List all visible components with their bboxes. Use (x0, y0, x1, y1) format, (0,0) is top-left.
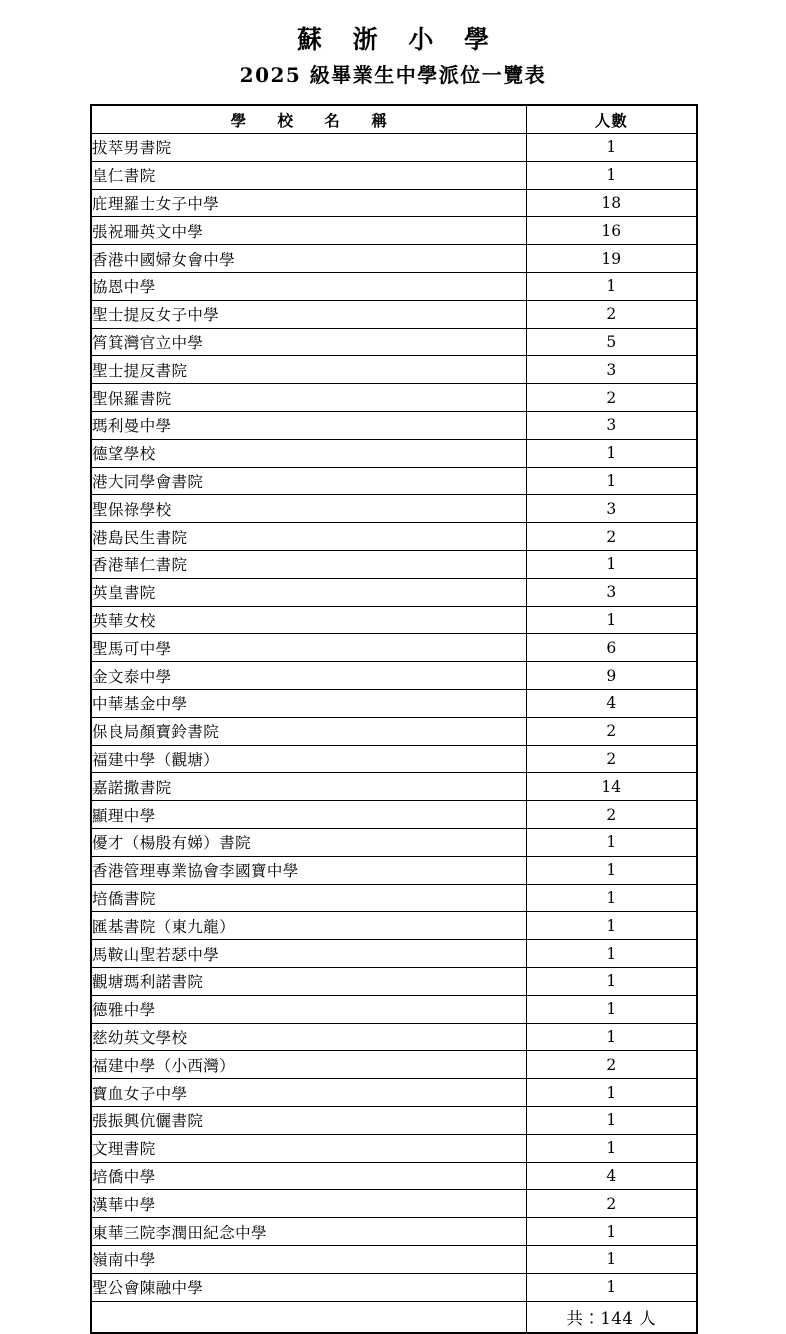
school-name-cell: 德望學校 (91, 439, 526, 467)
table-row (91, 245, 697, 273)
school-name-cell: 筲箕灣官立中學 (91, 328, 526, 356)
school-name-cell: 英華女校 (91, 606, 526, 634)
student-count-cell: 4 (526, 1162, 697, 1190)
student-count-cell: 1 (526, 1106, 697, 1134)
school-name-cell: 中華基金中學 (91, 689, 526, 717)
school-name-cell: 優才（楊殷有娣）書院 (91, 828, 526, 856)
total-row-blank-cell (91, 1301, 526, 1333)
table-row (91, 300, 697, 328)
student-count-cell: 1 (526, 967, 697, 995)
student-count-cell: 2 (526, 300, 697, 328)
table-row (91, 1079, 697, 1107)
school-name-cell: 顯理中學 (91, 801, 526, 829)
school-name-cell: 聖保羅書院 (91, 384, 526, 412)
school-name-cell: 福建中學（小西灣） (91, 1051, 526, 1079)
table-row (91, 1190, 697, 1218)
school-name-cell: 聖士提反書院 (91, 356, 526, 384)
school-name-title: 蘇 浙 小 學 (296, 25, 501, 54)
school-name-cell: 文理書院 (91, 1134, 526, 1162)
school-name-cell: 張祝珊英文中學 (91, 217, 526, 245)
school-name-cell: 皇仁書院 (91, 161, 526, 189)
student-count-cell: 4 (526, 689, 697, 717)
table-row (91, 412, 697, 440)
student-count-cell: 3 (526, 578, 697, 606)
student-count-cell: 18 (526, 189, 697, 217)
school-name-cell: 嶺南中學 (91, 1245, 526, 1273)
table-row (91, 1106, 697, 1134)
table-row (91, 467, 697, 495)
student-count-cell: 2 (526, 801, 697, 829)
school-name-cell: 觀塘瑪利諾書院 (91, 967, 526, 995)
table-row (91, 439, 697, 467)
table-footer (91, 1301, 697, 1333)
table-row (91, 745, 697, 773)
student-count-cell: 5 (526, 328, 697, 356)
table-body (91, 134, 697, 1301)
student-count-cell: 6 (526, 634, 697, 662)
student-count-cell: 3 (526, 356, 697, 384)
student-count-cell: 1 (526, 1023, 697, 1051)
school-name-cell: 聖士提反女子中學 (91, 300, 526, 328)
student-count-cell: 2 (526, 745, 697, 773)
school-name-cell: 拔萃男書院 (91, 134, 526, 162)
table-row (91, 1273, 697, 1301)
student-count-cell: 1 (526, 1079, 697, 1107)
school-name-cell: 聖保祿學校 (91, 495, 526, 523)
table-row (91, 1162, 697, 1190)
student-count-cell: 3 (526, 495, 697, 523)
student-count-cell: 2 (526, 1051, 697, 1079)
table-row (91, 578, 697, 606)
table-row (91, 189, 697, 217)
school-name-cell: 協恩中學 (91, 273, 526, 301)
student-count-cell: 16 (526, 217, 697, 245)
table-header (91, 105, 697, 133)
student-count-cell: 1 (526, 1218, 697, 1246)
table-row (91, 1134, 697, 1162)
student-count-cell: 1 (526, 1245, 697, 1273)
student-count-cell: 2 (526, 717, 697, 745)
student-count-cell: 1 (526, 439, 697, 467)
school-name-cell: 金文泰中學 (91, 662, 526, 690)
table-header-row (91, 105, 697, 133)
student-count-cell: 1 (526, 467, 697, 495)
table-row (91, 134, 697, 162)
school-name-cell: 馬鞍山聖若瑟中學 (91, 940, 526, 968)
table-row (91, 356, 697, 384)
table-row (91, 551, 697, 579)
school-name-cell: 香港管理專業協會李國寶中學 (91, 856, 526, 884)
student-count-cell: 2 (526, 384, 697, 412)
school-name-cell: 港島民生書院 (91, 523, 526, 551)
student-count-cell: 1 (526, 912, 697, 940)
table-row (91, 217, 697, 245)
school-name-cell: 聖公會陳融中學 (91, 1273, 526, 1301)
table-row (91, 328, 697, 356)
student-count-cell: 1 (526, 1134, 697, 1162)
school-name-cell: 港大同學會書院 (91, 467, 526, 495)
student-count-cell: 1 (526, 856, 697, 884)
placement-table (90, 104, 698, 1333)
student-count-cell: 1 (526, 884, 697, 912)
school-name-cell: 嘉諾撒書院 (91, 773, 526, 801)
school-name-cell: 東華三院李潤田紀念中學 (91, 1218, 526, 1246)
table-row (91, 995, 697, 1023)
school-name-cell: 慈幼英文學校 (91, 1023, 526, 1051)
school-name-cell: 漢華中學 (91, 1190, 526, 1218)
placement-table-container (90, 104, 696, 1333)
student-count-cell: 1 (526, 828, 697, 856)
student-count-cell: 1 (526, 940, 697, 968)
student-count-cell: 19 (526, 245, 697, 273)
school-name-cell: 香港中國婦女會中學 (91, 245, 526, 273)
school-name-cell: 張振興伉儷書院 (91, 1106, 526, 1134)
column-header-school-name: 學 校 名 稱 (91, 105, 526, 133)
table-row (91, 940, 697, 968)
school-name-cell: 瑪利曼中學 (91, 412, 526, 440)
student-count-cell: 9 (526, 662, 697, 690)
school-name-cell: 庇理羅士女子中學 (91, 189, 526, 217)
school-name-cell: 匯基書院（東九龍） (91, 912, 526, 940)
student-count-cell: 3 (526, 412, 697, 440)
student-count-cell: 1 (526, 134, 697, 162)
table-row (91, 606, 697, 634)
table-row (91, 828, 697, 856)
student-count-cell: 2 (526, 1190, 697, 1218)
table-row (91, 773, 697, 801)
document-heading (0, 0, 786, 88)
student-count-cell: 1 (526, 551, 697, 579)
table-row (91, 884, 697, 912)
column-header-count: 人數 (526, 105, 697, 133)
student-count-cell: 1 (526, 273, 697, 301)
document-subtitle: 2025 級畢業生中學派位一覽表 (239, 63, 547, 88)
student-count-cell: 1 (526, 1273, 697, 1301)
school-name-cell: 寶血女子中學 (91, 1079, 526, 1107)
table-row (91, 1023, 697, 1051)
school-name-cell: 培僑書院 (91, 884, 526, 912)
table-row (91, 1051, 697, 1079)
school-name-cell: 福建中學（觀塘） (91, 745, 526, 773)
student-count-cell: 2 (526, 523, 697, 551)
table-row (91, 856, 697, 884)
school-name-cell: 培僑中學 (91, 1162, 526, 1190)
table-row (91, 662, 697, 690)
student-count-cell: 1 (526, 995, 697, 1023)
student-count-cell: 1 (526, 161, 697, 189)
table-row (91, 801, 697, 829)
table-row (91, 1218, 697, 1246)
total-count-value: 共：144 人 (526, 1301, 697, 1333)
table-row (91, 634, 697, 662)
table-row (91, 161, 697, 189)
table-row (91, 495, 697, 523)
table-row (91, 717, 697, 745)
school-name-cell: 聖馬可中學 (91, 634, 526, 662)
student-count-cell: 14 (526, 773, 697, 801)
school-name-cell: 保良局顏寶鈴書院 (91, 717, 526, 745)
table-row (91, 523, 697, 551)
table-row (91, 967, 697, 995)
table-row (91, 689, 697, 717)
table-row (91, 384, 697, 412)
table-row (91, 1245, 697, 1273)
school-name-cell: 英皇書院 (91, 578, 526, 606)
school-name-cell: 香港華仁書院 (91, 551, 526, 579)
total-row (91, 1301, 697, 1333)
school-name-cell: 德雅中學 (91, 995, 526, 1023)
table-row (91, 912, 697, 940)
student-count-cell: 1 (526, 606, 697, 634)
table-row (91, 273, 697, 301)
